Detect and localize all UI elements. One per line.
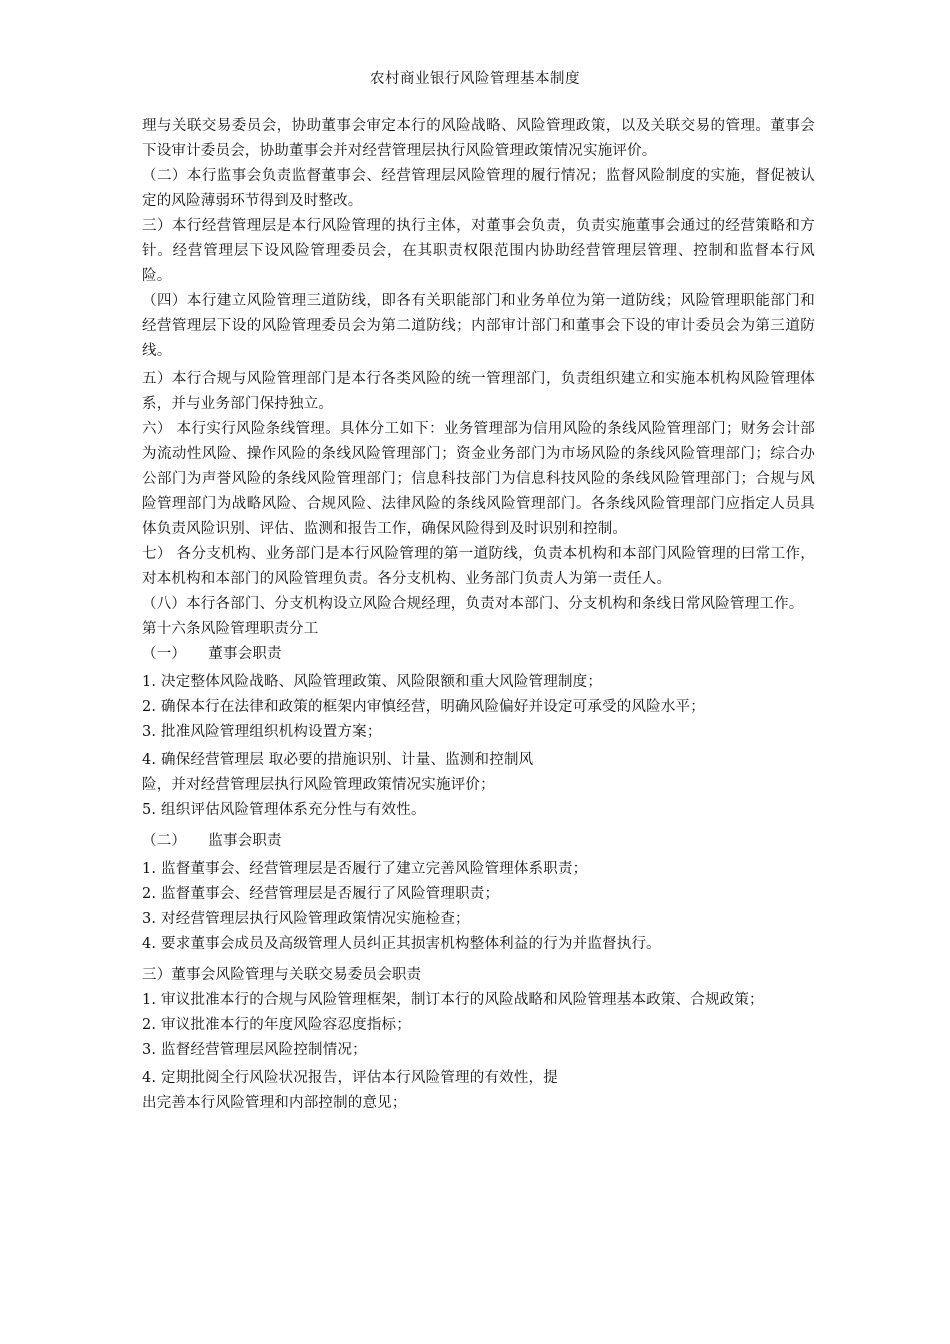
paragraph-risk-line-management: 六） 本行实行风险条线管理。具体分工如下：业务管理部为信用风险的条线风险管理部门；财务会计部为流动性风险、操作风险的条线风险管理部门；资金业务部门为市场风险的条线风险管理部门；综合办公部门为声誉风险的条线风险管理部门；信息科技部门为信息科技风险的条线风险管理部门；合规与风险管理部门为战略风险、合规风险、法律风险的条线风险管理部门。各条线风险管理部门应指定人员具体负责风险识别、评估、监测和报告工作，确保风险得到及时识别和控制。 (142, 421, 815, 537)
paragraph-branches: 七） 各分支机构、业务部门是本行风险管理的第一道防线，负责本机构和本部门风险管理的曰常工作，对本机构和本部门的风险管理负责。各分支机构、业务部门负责人为第一责任人。 (142, 546, 815, 587)
page-header-title: 农村商业银行风险管理基本制度 (370, 71, 580, 87)
supervisory-duty-item-1: 1. 监督董事会、经营管理层是否履行了建立完善风险管理体系职责； (142, 861, 588, 877)
committee-duty-item-1: 1. 审议批准本行的合规与风险管理框架，制订本行的风险战略和风险管理基本政策、合规政策； (142, 992, 764, 1008)
board-duty-item-4-line-2: 险，并对经营管理层执行风险管理政策情况实施评价； (142, 777, 495, 793)
paragraph-supervisory-board: （二）本行监事会负责监督董事会、经营管理层风险管理的履行情况；监督风险制度的实施，督促被认定的风险薄弱环节得到及时整改。 (142, 168, 815, 209)
paragraph-committee-continuation: 理与关联交易委员会，协助董事会审定本行的风险战略、风险管理政策，以及关联交易的管理。董事会下设审计委员会，协助董事会并对经营管理层执行风险管理政策情况实施评价。 (142, 118, 815, 159)
section-committee-duties-heading: 三）董事会风险管理与关联交易委员会职责 (142, 967, 422, 983)
committee-duty-item-3: 3. 监督经营管理层风险控制情况； (142, 1042, 367, 1058)
board-duty-item-2: 2. 确保本行在法律和政策的框架内审慎经营，明确风险偏好并设定可承受的风险水平； (142, 699, 705, 715)
committee-duty-item-4-line-2: 出完善本行风险管理和内部控制的意见； (142, 1095, 407, 1111)
paragraph-compliance-risk-dept: 五）本行合规与风险管理部门是本行各类风险的统一管理部门，负责组织建立和实施本机构风险管理体系，并与业务部门保持独立。 (142, 371, 815, 412)
committee-duty-item-4-line-1: 4. 定期批阅全行风险状况报告，评估本行风险管理的有效性，提 (142, 1070, 558, 1086)
paragraph-three-lines-of-defense: （四）本行建立风险管理三道防线，即各有关职能部门和业务单位为第一道防线；风险管理职能部门和经营管理层下设的风险管理委员会为第二道防线；内部审计部门和董事会下设的审计委员会为第三道防线。 (142, 293, 815, 359)
paragraph-compliance-manager: （八）本行各部门、分支机构设立风险合规经理，负责对本部门、分支机构和条线日常风险管理工作。 (142, 596, 804, 612)
document-body (142, 114, 815, 1116)
board-duty-item-3: 3. 批准风险管理组织机构设置方案； (142, 724, 382, 740)
supervisory-duty-item-2: 2. 监督董事会、经营管理层是否履行了风险管理职责； (142, 886, 500, 902)
board-duty-item-4-line-1: 4. 确保经营管理层 取必要的措施识别、计量、监测和控制风 (142, 752, 534, 768)
section-supervisory-duties-heading: （二） 监事会职责 (142, 833, 282, 849)
board-duty-item-5: 5. 组织评估风险管理体系充分性与有效性。 (142, 802, 426, 818)
article-16-heading: 第十六条风险管理职责分工 (142, 621, 319, 637)
supervisory-duty-item-4: 4. 要求董事会成员及高级管理人员纠正其损害机构整体利益的行为并监督执行。 (142, 936, 661, 952)
paragraph-management: 三）本行经营管理层是本行风险管理的执行主体，对董事会负责，负责实施董事会通过的经营策略和方针。经营管理层下设风险管理委员会，在其职责权限范围内协助经营管理层管理、控制和监督本行风险。 (142, 218, 815, 284)
committee-duty-item-2: 2. 审议批准本行的年度风险容忍度指标； (142, 1017, 411, 1033)
supervisory-duty-item-3: 3. 对经营管理层执行风险管理政策情况实施检查； (142, 911, 470, 927)
board-duty-item-1: 1. 决定整体风险战略、风险管理政策、风险限额和重大风险管理制度； (142, 674, 603, 690)
section-board-duties-heading: （一） 董事会职责 (142, 646, 282, 662)
